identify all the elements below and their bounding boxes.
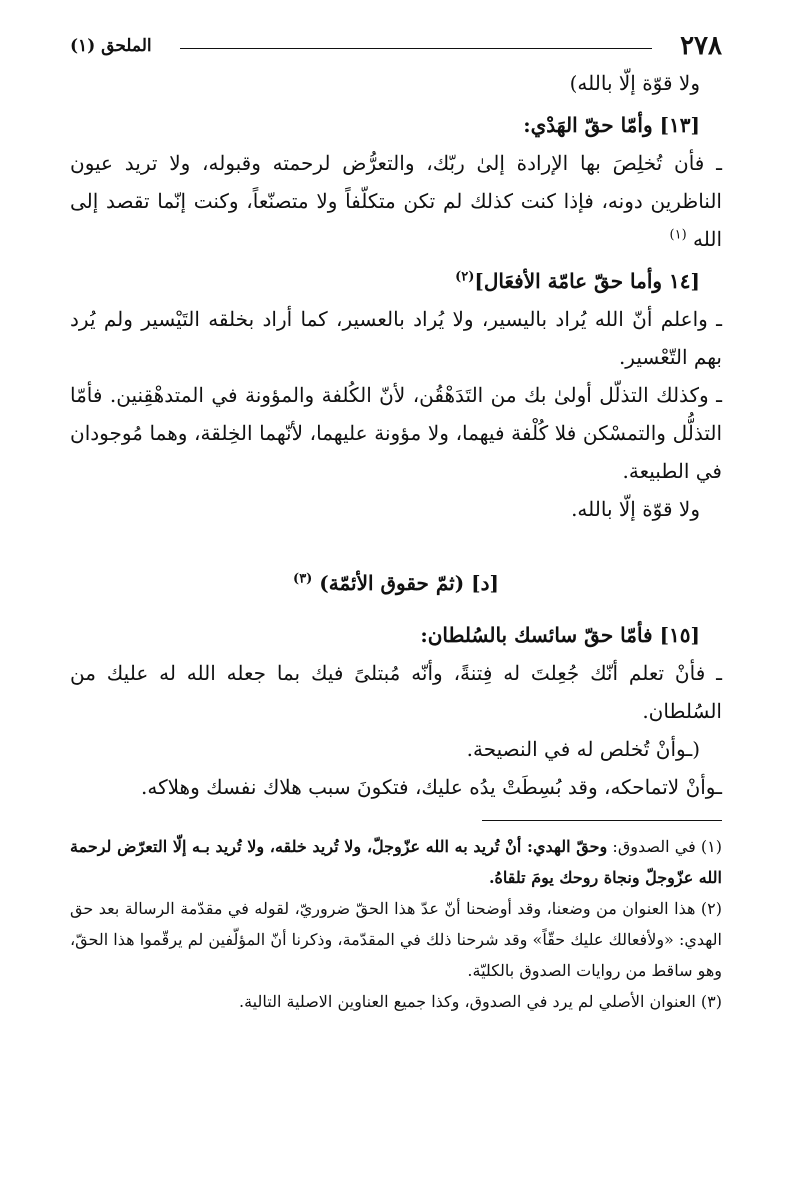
spacer: [70, 528, 722, 564]
footnote-marker: (٣): [293, 571, 313, 587]
footnote-lead: (١) في الصدوق:: [612, 837, 723, 856]
paragraph: ـوأنْ لاتماحكه، وقد بُسِطَتْ يدُه عليك، فتكونَ سبب هلاك نفسك وهلاكه.: [140, 775, 722, 799]
footnote-3: (٣) العنوان الأصلي لم يرد في الصدوق، وكذا جميع العناوين الاصلية التالية.: [239, 992, 722, 1011]
paragraph: [70, 144, 722, 258]
main-text: [70, 64, 722, 806]
closing-phrase: ولا قوّة إلّا بالله): [569, 71, 700, 95]
paragraph: ـ واعلم أنّ الله يُراد باليسير، ولا يُراد بالعسير، كما أراد بخلقه التَيْسير ولم يُرد بهم التّعْسير.: [70, 307, 722, 369]
footnote-quote: وحقّ الهدي: أنْ تُريد به الله عزّوجلّ، ولا تُريد خلقه، ولا تُريد بـه إلّا التعرّض لرحمة الله عزّوجلّ ونجاة روحك يومَ تلقاهُ.: [70, 837, 722, 887]
heading-text: [١٤ وأما حقّ عامّة الأفعَال]: [474, 269, 700, 293]
header-rule: [180, 48, 652, 49]
paragraph: ـ فأنْ تعلم أنّك جُعِلتَ له فِتنةً، وأنّه مُبتلىً فيك بما جعله الله له عليك من السُلطان.: [70, 661, 722, 723]
footnotes: [70, 831, 722, 1017]
paragraph: ـ وكذلك التذلّل أولىٰ بك من التَدَهْقُن، لأنّ الكُلفة والمؤونة في المتدهْقِنين. فأمّا التذلُّل والتمسْكن فلا كُلْفة فيهما، ولا مؤونة عليهما، لأنّهما الخِلقة، وهما مُوجودان في الطبيعة.: [70, 383, 722, 483]
closing-phrase: ولا قوّة إلّا بالله.: [571, 497, 700, 521]
page-number: ٢٧٨: [680, 31, 722, 61]
footnote-marker: (١): [669, 227, 687, 243]
footnote-1: [70, 831, 722, 893]
heading-13: [١٣] وأمّا حقّ الهَدْي:: [523, 113, 700, 137]
running-title: الملحق (١): [70, 36, 152, 56]
section-title: [70, 564, 722, 602]
footnote-rule: [482, 820, 722, 821]
heading-14: [70, 262, 722, 300]
page-header: [70, 28, 722, 64]
paragraph-text: ـ فأن تُخلِصَ بها الإرادة إلىٰ ربّك، والتعرُّض لرحمته وقبوله، ولا تريد عيون الناظرين دونه، فإذا كنت كذلك لم تكن متكلّفاً ولا متصنّعاً، وكنت إنّما تقصد إلى الله: [70, 151, 722, 251]
spacer: [70, 606, 722, 612]
footnote-2: (٢) هذا العنوان من وضعنا، وقد أوضحنا أنّ عدّ هذا الحقّ ضروريّ، لقوله في مقدّمة الرسالة بعد حق الهدي: «ولأفعالك عليك حقّاً» وقد شرحنا ذلك في المقدّمة، وذكرنا أنّ المؤلّفين لم يرقّموا هذا الحقّ، وهو ساقط من روايات الصدوق بالكليّة.: [70, 899, 722, 980]
section-title-text: [د] (ثمّ حقوق الأئمّة): [319, 571, 499, 595]
heading-15: [١٥] فأمّا حقّ سائسك بالسُلطان:: [420, 623, 700, 647]
book-page: [70, 28, 722, 1017]
paragraph: (ـوأنْ تُخلص له في النصيحة.: [466, 737, 700, 761]
footnote-marker: (٢): [455, 269, 475, 285]
